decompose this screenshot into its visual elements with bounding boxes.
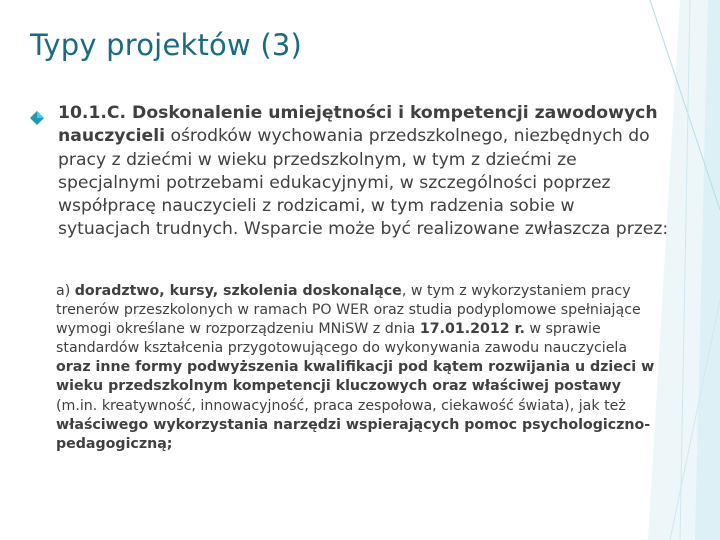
sub-item-bold-2: 17.01.2012 r. [419,321,525,338]
bullet-item [30,102,670,242]
sub-item-text-2: w sprawie standardów kształcenia przygotowującego do wykonywania zawodu nauczyciela [56,321,628,357]
sub-item-text-3: (m.in. kreatywność, innowacyjność, praca zespołowa, ciekawość świata), jak też [56,397,626,414]
decorative-facets [530,0,720,540]
sub-item-prefix: a) [56,283,75,299]
sub-item-bold-3: oraz inne formy podwyższenia kwalifikacji pod kątem rozwijania u dzieci w wieku przedszkolnym kompetencji kluczowych oraz właściwej postawy [56,359,655,395]
sub-item-bold-4: właściwego wykorzystania narzędzi wspierających pomoc psychologiczno-pedagogiczną; [56,416,651,452]
sub-item-text [56,282,656,454]
bullet-body-text: ośrodków wychowania przedszkolnego, niezbędnych do pracy z dziećmi w wieku przedszkolnym, w tym z dziećmi ze specjalnymi potrzebami edukacyjnymi, w szczególności poprzez współpracę nauczycieli z rodzicami, w tym radzenia sobie w sytuacjach trudnych. Wsparcie może być realizowane zwłaszcza przez: [58,126,669,240]
bullet-bold-text: 10.1.C. Doskonalenie umiejętności i kompetencji zawodowych nauczycieli [58,103,658,147]
page-title: Typy projektów (3) [30,28,303,62]
sub-item-text-1: , w tym z wykorzystaniem pracy trenerów przeszkolonych w ramach PO WER oraz studia podyplomowe spełniające wymogi określane w rozporządzeniu MNiSW z dnia [56,283,641,338]
diamond-bullet-icon [30,111,44,125]
bullet-text [58,102,670,242]
sub-item-bold-1: doradztwo, kursy, szkolenia doskonalące [74,283,402,299]
